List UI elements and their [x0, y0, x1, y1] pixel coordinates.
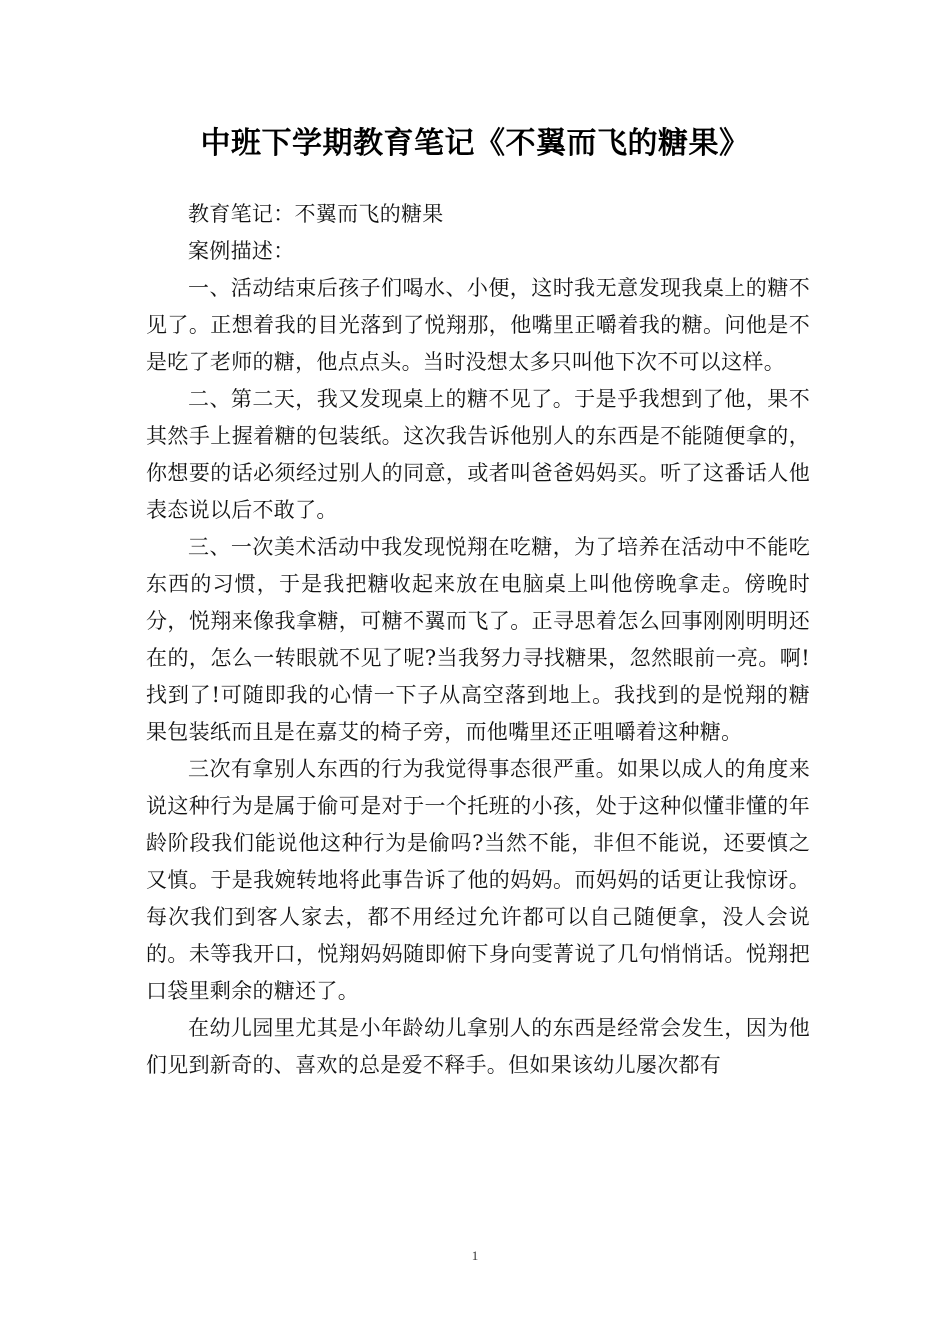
document-title: 中班下学期教育笔记《不翼而飞的糖果》	[200, 126, 750, 161]
paragraph-case-three: 三、一次美术活动中我发现悦翔在吃糖，为了培养在活动中不能吃东西的习惯，于是我把糖收起来放在电脑桌上叫他傍晚拿走。傍晚时分，悦翔来像我拿糖，可糖不翼而飞了。正寻思着怎么回事刚刚明明还在的，怎么一转眼就不见了呢?当我努力寻找糖果，忽然眼前一亮。啊!找到了!可随即我的心情一下子从高空落到地上。我找到的是悦翔的糖果包装纸而且是在嘉艾的椅子旁，而他嘴里还正咀嚼着这种糖。	[146, 535, 810, 744]
document-body	[146, 196, 810, 1084]
paragraph-analysis: 三次有拿别人东西的行为我觉得事态很严重。如果以成人的角度来说这种行为是属于偷可是对于一个托班的小孩，处于这种似懂非懂的年龄阶段我们能说他这种行为是偷吗?当然不能，非但不能说，还要慎之又慎。于是我婉转地将此事告诉了他的妈妈。而妈妈的话更让我惊讶。每次我们到客人家去，都不用经过允许都可以自己随便拿，没人会说的。未等我开口，悦翔妈妈随即俯下身向雯菁说了几句悄悄话。悦翔把口袋里剩余的糖还了。	[146, 757, 810, 1003]
paragraph-case-label: 案例描述：	[188, 239, 295, 263]
page-number: 1	[471, 1248, 479, 1263]
paragraph-reflection: 在幼儿园里尤其是小年龄幼儿拿别人的东西是经常会发生，因为他们见到新奇的、喜欢的总是爱不释手。但如果该幼儿屡次都有	[146, 1016, 810, 1077]
paragraph-case-two: 二、第二天，我又发现桌上的糖不见了。于是乎我想到了他，果不其然手上握着糖的包装纸。这次我告诉他别人的东西是不能随便拿的，你想要的话必须经过别人的同意，或者叫爸爸妈妈买。听了这番话人他表态说以后不敢了。	[146, 387, 810, 522]
paragraph-note-heading: 教育笔记：不翼而飞的糖果	[188, 202, 444, 226]
paragraph-case-one: 一、活动结束后孩子们喝水、小便，这时我无意发现我桌上的糖不见了。正想着我的目光落到了悦翔那，他嘴里正嚼着我的糖。问他是不是吃了老师的糖，他点点头。当时没想太多只叫他下次不可以这样。	[146, 276, 810, 374]
